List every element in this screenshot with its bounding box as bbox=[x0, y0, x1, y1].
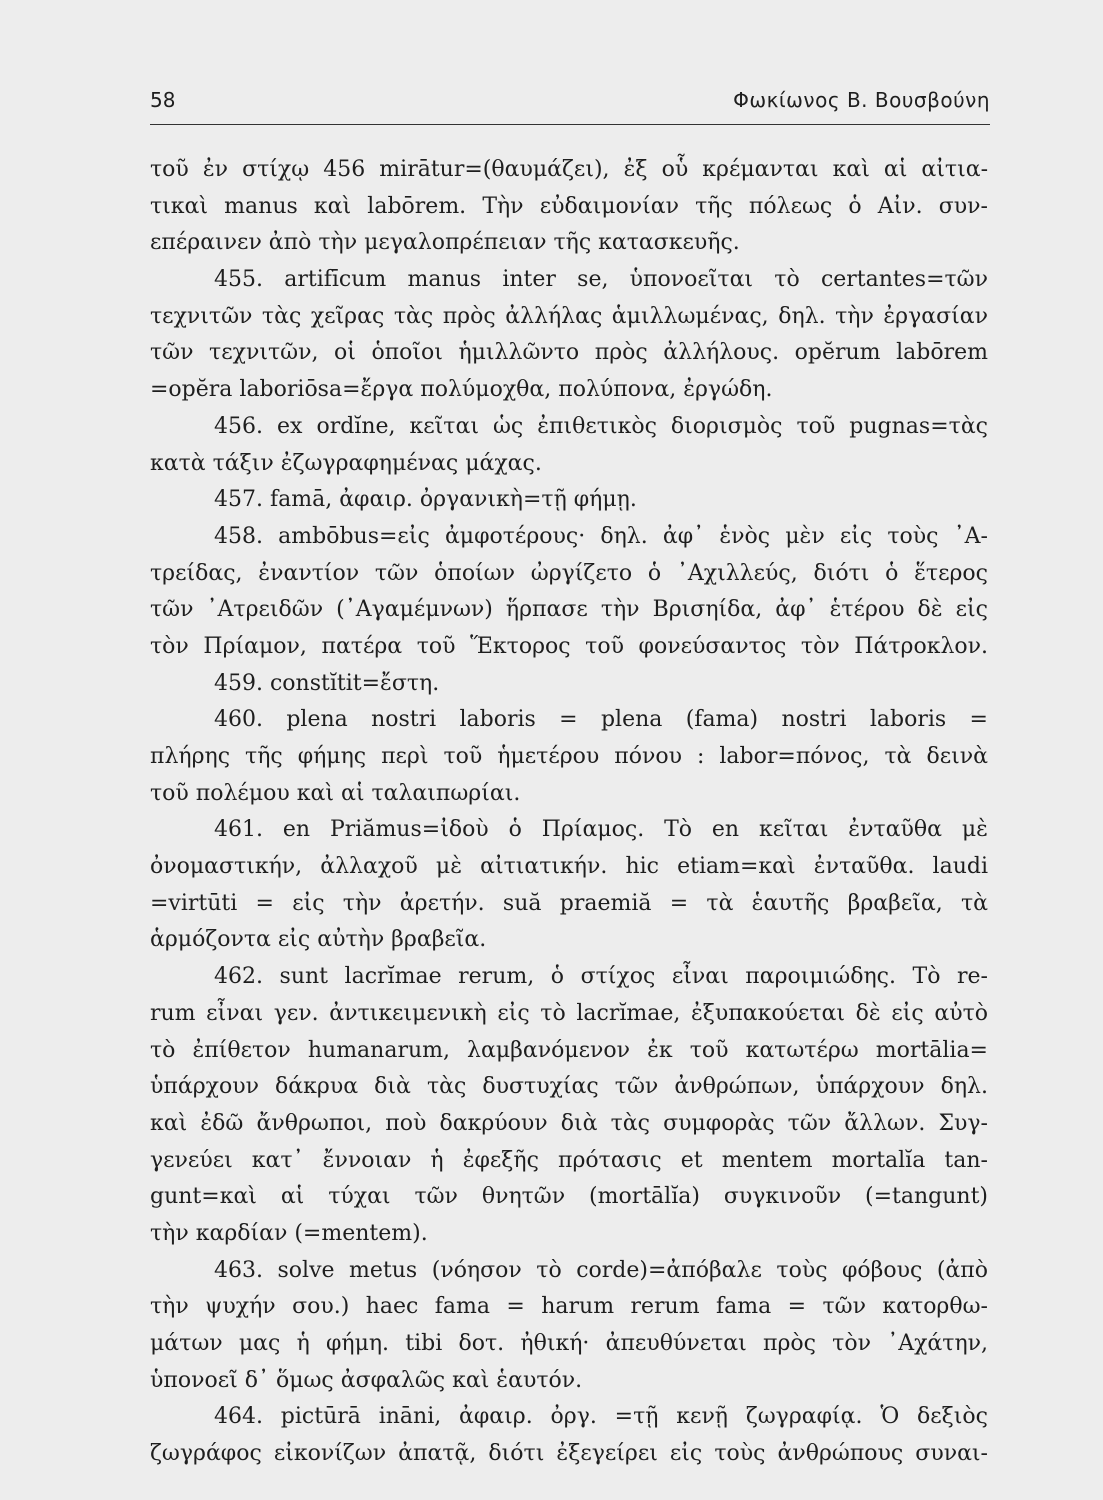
text-line: 461. en Priămus=ἰδοὺ ὁ Πρίαμος. Τὸ en κεῖται ἐνταῦθα μὲ bbox=[214, 817, 988, 843]
text-line: 459. constĭtit=ἔστη. bbox=[214, 670, 440, 696]
text-line: τὴν καρδίαν (=mentem). bbox=[150, 1220, 428, 1246]
text-line: τοῦ πολέμου καὶ αἱ ταλαιπωρίαι. bbox=[150, 780, 521, 806]
page-number: 58 bbox=[150, 88, 176, 112]
text-line: 456. ex ordĭne, κεῖται ὡς ἐπιθετικὸς διορισμὸς τοῦ pugnas=τὰς bbox=[214, 413, 988, 439]
text-line: gunt=καὶ αἱ τύχαι τῶν θνητῶν (mortālĭa) συγκινοῦν (=tangunt) bbox=[150, 1184, 988, 1210]
text-line: τὸν Πρίαμον, πατέρα τοῦ Ἕκτορος τοῦ φονεύσαντος τὸν Πάτροκλον. bbox=[150, 633, 988, 659]
text-line: =virtūti = εἰς τὴν ἀρετήν. suă praemiă = τὰ ἑαυτῆς βραβεῖα, τὰ bbox=[150, 890, 988, 916]
text-line: ὑπάρχουν δάκρυα διὰ τὰς δυστυχίας τῶν ἀνθρώπων, ὑπάρχουν δηλ. bbox=[150, 1074, 988, 1100]
running-head-author: Φωκίωνος Β. Βουσβούνη bbox=[733, 88, 990, 112]
text-line: τὸ ἐπίθετον humanarum, λαμβανόμενον ἐκ τοῦ κατωτέρω mortālia= bbox=[150, 1037, 988, 1063]
text-line: καὶ ἐδῶ ἄνθρωποι, ποὺ δακρύουν διὰ τὰς συμφορὰς τῶν ἄλλων. Συγ- bbox=[150, 1110, 988, 1136]
commentary-text bbox=[150, 152, 988, 1473]
text-line: 463. solve metus (νόησον τὸ corde)=ἀπόβαλε τοὺς φόβους (ἀπὸ bbox=[214, 1257, 988, 1283]
text-line: 458. ambōbus=εἰς ἀμφοτέρους· δηλ. ἀφ᾽ ἑνὸς μὲν εἰς τοὺς ᾽Α- bbox=[214, 523, 988, 549]
text-line: τῶν τεχνιτῶν, οἱ ὁποῖοι ἡμιλλῶντο πρὸς ἀλλήλους. opĕrum labōrem bbox=[150, 340, 988, 366]
text-line: =opĕra laboriōsa=ἔργα πολύμοχθα, πολύπονα, ἐργώδη. bbox=[150, 377, 773, 403]
text-line: μάτων μας ἡ φήμη. tibi δοτ. ἠθική· ἀπευθύνεται πρὸς τὸν ᾽Αχάτην, bbox=[150, 1331, 988, 1356]
text-line: rum εἶναι γεν. ἀντικειμενικὴ εἰς τὸ lacrĭmae, ἐξυπακούεται δὲ εἰς αὐτὸ bbox=[150, 1000, 988, 1026]
text-line: τεχνιτῶν τὰς χεῖρας τὰς πρὸς ἀλλήλας ἁμιλλωμένας, δηλ. τὴν ἐργασίαν bbox=[150, 303, 988, 329]
running-head bbox=[150, 88, 990, 120]
header-rule bbox=[150, 124, 990, 125]
text-line: γενεύει κατ᾽ ἔννοιαν ἡ ἐφεξῆς πρότασις et mentem mortalĭa tan- bbox=[150, 1147, 988, 1173]
text-line: 455. artifīcum manus inter se, ὑπονοεῖται τὸ certantes=τῶν bbox=[214, 267, 988, 293]
text-line: τικαὶ manus καὶ labōrem. Τὴν εὐδαιμονίαν τῆς πόλεως ὁ Αἰν. συν- bbox=[150, 193, 988, 219]
text-line: ὀνομαστικήν, ἀλλαχοῦ μὲ αἰτιατικήν. hic etiam=καὶ ἐνταῦθα. laudi bbox=[150, 854, 988, 880]
text-line: τοῦ ἐν στίχῳ 456 mirātur=(θαυμάζει), ἐξ οὗ κρέμανται καὶ αἱ αἰτια- bbox=[150, 157, 988, 182]
text-line: τὴν ψυχήν σου.) haec fama = harum rerum fama = τῶν κατορθω- bbox=[150, 1294, 988, 1320]
text-line: 460. plena nostri laboris = plena (fama) nostri laboris = bbox=[214, 707, 988, 733]
text-line: πλήρης τῆς φήμης περὶ τοῦ ἡμετέρου πόνου : labor=πόνος, τὰ δεινὰ bbox=[150, 744, 988, 769]
text-line: 462. sunt lacrĭmae rerum, ὁ στίχος εἶναι παροιμιώδης. Τὸ re- bbox=[214, 964, 988, 990]
text-line: τρείδας, ἐναντίον τῶν ὁποίων ὠργίζετο ὁ ᾽Αχιλλεύς, διότι ὁ ἕτερος bbox=[150, 560, 988, 586]
text-line: ὑπονοεῖ δ᾽ ὅμως ἀσφαλῶς καὶ ἑαυτόν. bbox=[150, 1367, 583, 1393]
text-line: κατὰ τάξιν ἐζωγραφημένας μάχας. bbox=[150, 450, 542, 476]
text-line: 457. famā, ἀφαιρ. ὀργανικὴ=τῇ φήμῃ. bbox=[214, 487, 637, 513]
text-line: ζωγράφος εἰκονίζων ἀπατᾷ, διότι ἐξεγείρει εἰς τοὺς ἀνθρώπους συναι- bbox=[150, 1441, 988, 1467]
text-line: τῶν ᾽Ατρειδῶν (᾽Αγαμέμνων) ἥρπασε τὴν Βρισηίδα, ἀφ᾽ ἑτέρου δὲ εἰς bbox=[150, 597, 988, 623]
text-line: 464. pictūrā ināni, ἀφαιρ. ὀργ. =τῇ κενῇ ζωγραφίᾳ. Ὁ δεξιὸς bbox=[214, 1404, 988, 1430]
text-line: ἁρμόζοντα εἰς αὐτὴν βραβεῖα. bbox=[150, 927, 487, 953]
text-line: επέραινεν ἀπὸ τὴν μεγαλοπρέπειαν τῆς κατασκευῆς. bbox=[150, 230, 740, 256]
